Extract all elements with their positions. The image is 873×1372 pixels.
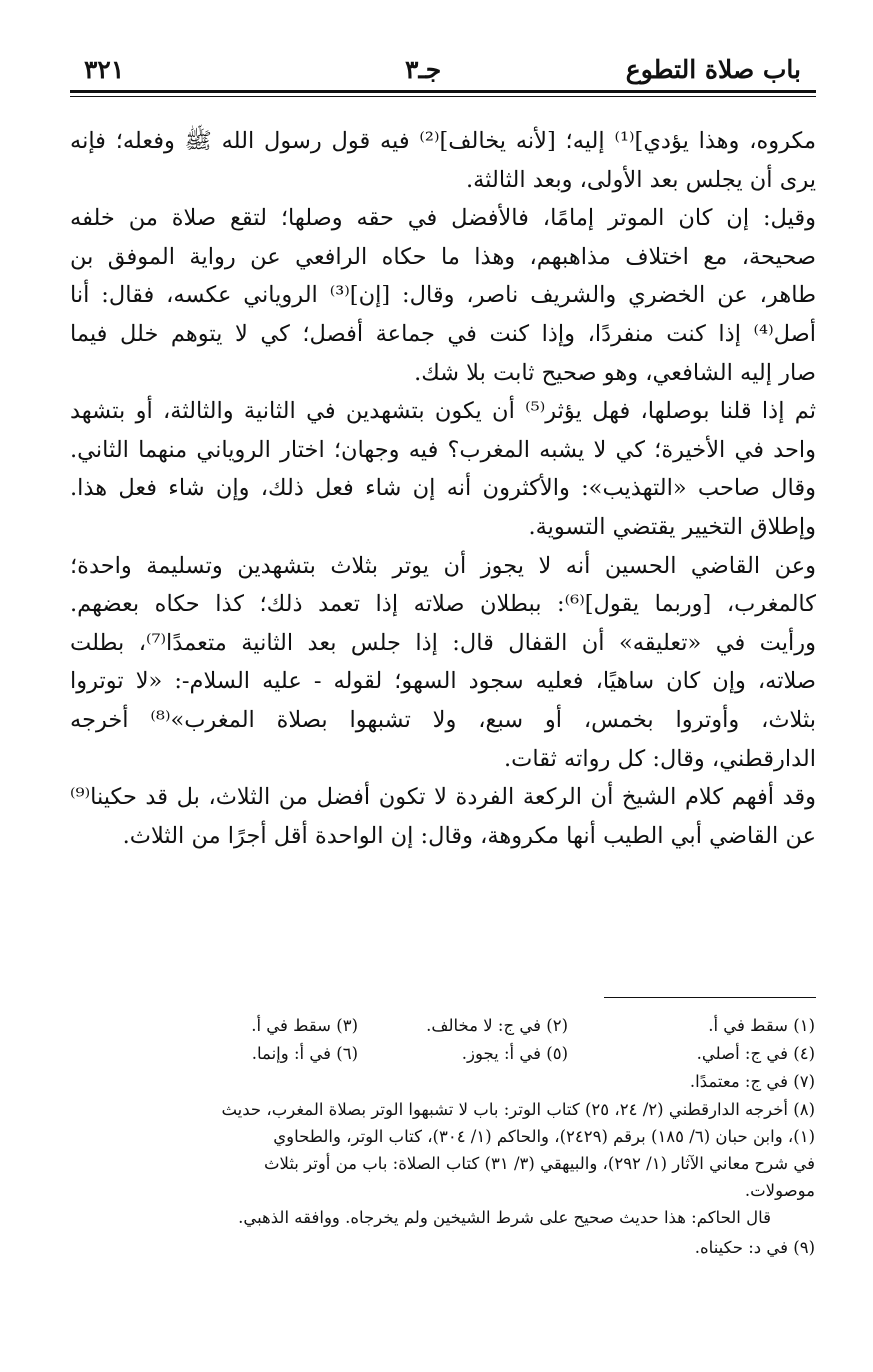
- footnote-5: (٥) في أ: يجوز.: [461, 1044, 568, 1063]
- footnote-3: (٣) سقط في أ.: [251, 1016, 358, 1035]
- footnote-4: (٤) في ج: أصلي.: [696, 1044, 815, 1063]
- text-line: أصل⁽⁴⁾ إذا كنت منفردًا، وإذا كنت في جماعة أفصل؛ كي لا يتوهم خلل فيما: [70, 320, 816, 347]
- text-line: واحد في الأخيرة؛ كي لا يشبه المغرب؟ فيه وجهان؛ اختار الروياني منهما الثاني.: [70, 436, 816, 463]
- footnote-line: (٨) أخرجه الدارقطني (٢/ ٢٤، ٢٥) كتاب الوتر: باب لا تشبهوا الوتر بصلاة المغرب، حديث: [221, 1100, 815, 1119]
- text-line: كالمغرب، [وربما يقول]⁽⁶⁾: ببطلان صلاته إذا تعمد ذلك؛ كذا حكاه بعضهم.: [70, 591, 816, 618]
- footnote-1: (١) سقط في أ.: [708, 1016, 815, 1035]
- page-number: ٣٢١: [84, 55, 125, 84]
- text-line: الدارقطني، وقال: كل رواته ثقات.: [504, 745, 816, 772]
- header-rule-thick: [70, 90, 816, 93]
- footnote-separator: [604, 997, 816, 998]
- text-line: وعن القاضي الحسين أنه لا يجوز أن يوتر بثلاث بتشهدين وتسليمة واحدة؛: [70, 552, 816, 579]
- text-line: صار إليه الشافعي، وهو صحيح ثابت بلا شك.: [414, 359, 816, 386]
- text-line: وإطلاق التخيير يقتضي التسوية.: [528, 513, 816, 540]
- running-header-title: باب صلاة التطوع: [625, 55, 801, 84]
- text-line: وقد أفهم كلام الشيخ أن الركعة الفردة لا تكون أفضل من الثلاث، بل قد حكينا⁽⁹⁾: [70, 784, 816, 811]
- text-line: وقال صاحب «التهذيب»: والأكثرون أنه إن شاء فعل ذلك، وإن شاء فعل هذا.: [70, 475, 816, 502]
- text-line: صحيحة، مع اختلاف مذاهبهم، وهذا ما حكاه الرافعي عن رواية الموفق بن: [70, 243, 816, 270]
- text-line: ثم إذا قلنا بوصلها، فهل يؤثر⁽⁵⁾ أن يكون بتشهدين في الثانية والثالثة، أو بتشهد: [70, 398, 816, 425]
- text-line: وقيل: إن كان الموتر إمامًا، فالأفضل في حقه وصلها؛ لتقع صلاة من خلفه: [70, 205, 816, 232]
- footnote-line: موصولات.: [744, 1181, 815, 1200]
- text-line: مكروه، وهذا يؤدي]⁽¹⁾ إليه؛ [لأنه يخالف]⁽²⁾ فيه قول رسول الله ﷺ وفعله؛ فإنه: [70, 128, 816, 154]
- text-line: عن القاضي أبي الطيب أنها مكروهة، وقال: إن الواحدة أقل أجرًا من الثلاث.: [122, 822, 816, 849]
- footnote-9: (٩) في د: حكيناه.: [694, 1238, 815, 1257]
- text-line: صلاته، وإن كان ساهيًا، فعليه سجود السهو؛ لقوله - عليه السلام-: «لا توتروا: [70, 668, 816, 695]
- volume-label: جـ٣: [405, 55, 442, 84]
- header-rule-thin: [70, 96, 816, 97]
- text-line: بثلاث، وأوتروا بخمس، أو سبع، ولا تشبهوا بصلاة المغرب»⁽⁸⁾ أخرجه: [70, 706, 816, 733]
- footnote-8: [55, 1096, 815, 1231]
- text-line: يرى أن يجلس بعد الأولى، وبعد الثالثة.: [465, 166, 816, 193]
- text-line: طاهر، عن الخضري والشريف ناصر، وقال: [إن]⁽³⁾ الروياني عكسه، فقال: أنا: [70, 282, 816, 309]
- text-line: ورأيت في «تعليقه» أن القفال قال: إذا جلس بعد الثانية متعمدًا⁽⁷⁾، بطلت: [70, 629, 816, 656]
- footnote-7: (٧) في ج: معتمدًا.: [689, 1072, 815, 1091]
- footnote-line: (١)، وابن حبان (٦/ ١٨٥) برقم (٢٤٢٩)، والحاكم (١/ ٣٠٤)، كتاب الوتر، والطحاوي: [273, 1127, 815, 1146]
- main-text: [70, 122, 816, 855]
- footnote-line: قال الحاكم: هذا حديث صحيح على شرط الشيخين ولم يخرجاه. ووافقه الذهبي.: [238, 1208, 771, 1227]
- footnote-2: (٢) في ج: لا مخالف.: [426, 1016, 568, 1035]
- footnote-line: في شرح معاني الآثار (١/ ٢٩٢)، والبيهقي (٣/ ٣١) كتاب الصلاة: باب من أوتر بثلاث: [263, 1154, 815, 1173]
- footnote-6: (٦) في أ: وإنما.: [251, 1044, 358, 1063]
